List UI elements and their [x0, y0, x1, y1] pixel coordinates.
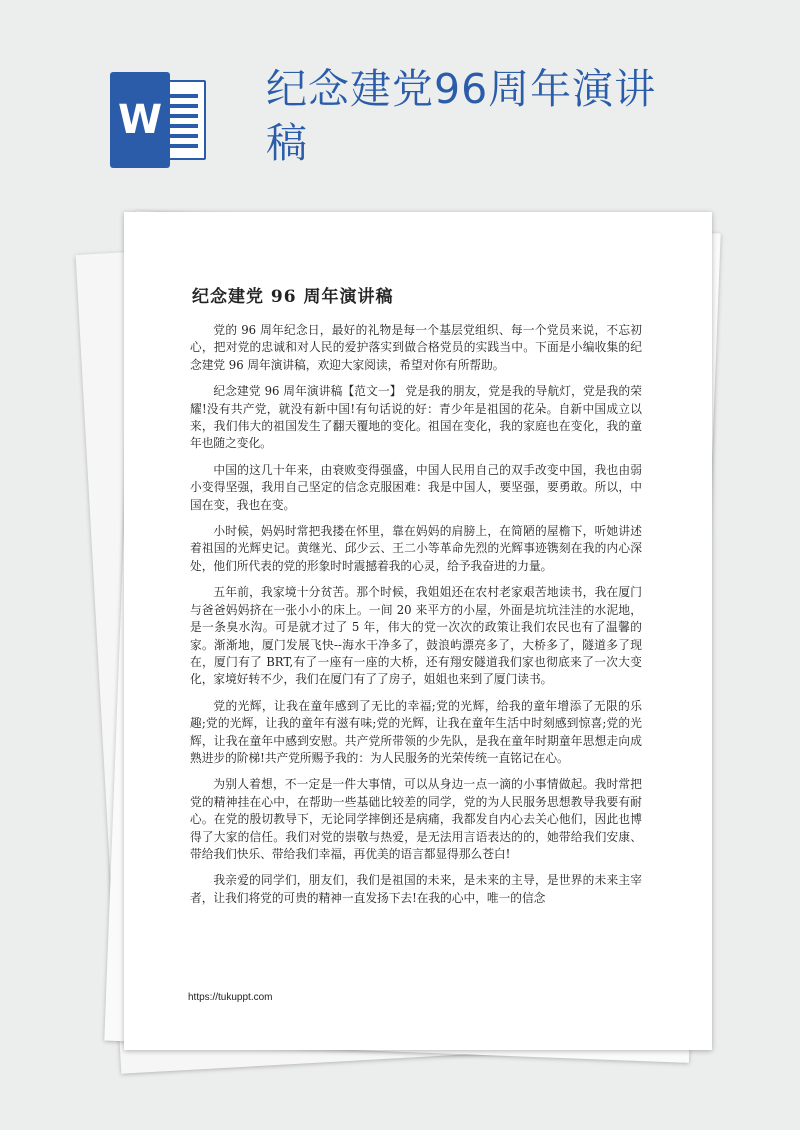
- page-title: 纪念建党96周年演讲稿: [266, 65, 657, 167]
- paragraph: 纪念建党 96 周年演讲稿【范文一】 党是我的朋友，党是我的导航灯，党是我的荣耀!没有共产党，就没有新中国!有句话说的好：青少年是祖国的花朵。自新中国成立以来，我们伟大的祖国发生了翻天覆地的变化。祖国在变化，我的家庭也在变化，我的童年也随之变化。: [190, 384, 642, 451]
- paragraph: 小时候，妈妈时常把我搂在怀里，靠在妈妈的肩膀上，在简陋的屋檐下，听她讲述着祖国的光辉史记。黄继光、邱少云、王二小等革命先烈的光辉事迹镌刻在我的内心深处，他们所代表的党的形象时时震撼着我的心灵，给予我奋进的力量。: [190, 524, 642, 573]
- document-title: 纪念建党 96 周年演讲稿: [192, 287, 394, 307]
- paragraph: 我亲爱的同学们，朋友们，我们是祖国的未来，是未来的主导，是世界的未来主宰者，让我们将党的可贵的精神一直发扬下去!在我的心中，唯一的信念: [190, 873, 642, 905]
- document-body: [190, 322, 642, 916]
- document-page: [124, 212, 712, 1050]
- paragraph-intro: 党的 96 周年纪念日，最好的礼物是每一个基层党组织、每一个党员来说，不忘初心，把对党的忠诚和对人民的爱护落实到做合格党员的实践当中。下面是小编收集的纪念建党 96 周年演讲稿，欢迎大家阅读，希望对你有所帮助。: [190, 323, 642, 372]
- word-document-icon: [110, 72, 214, 168]
- word-logo-letter: W: [110, 72, 170, 168]
- paragraph: 党的光辉，让我在童年感到了无比的幸福;党的光辉，给我的童年增添了无限的乐趣;党的光辉，让我的童年有滋有味;党的光辉，让我在童年生活中时刻感到惊喜;党的光辉，让我在童年中感到安慰。共产党所带领的少先队，是我在童年时期童年思想走向成熟进步的阶梯!共产党所赐予我的：为人民服务的光荣传统一直铭记在心。: [190, 698, 642, 765]
- footer-url[interactable]: https://tukuppt.com: [188, 992, 273, 1003]
- paragraph: 中国的这几十年来，由衰败变得强盛，中国人民用自己的双手改变中国，我也由弱小变得坚强，我用自己坚定的信念克服困难：我是中国人，要坚强，要勇敢。所以，中国在变，我也在变。: [190, 462, 642, 512]
- paragraph: 为别人着想，不一定是一件大事情，可以从身边一点一滴的小事情做起。我时常把党的精神挂在心中，在帮助一些基础比较差的同学，党的为人民服务思想教导我要有耐心。在党的殷切教导下，无论同学摔倒还是病痛，我都发自内心去关心他们，因此也博得了大家的信任。我们对党的崇敬与热爱，是无法用言语表达的的，她带给我们安康、带给我们快乐、带给我们幸福，再优美的语言都显得那么苍白!: [190, 777, 642, 861]
- paragraph: 五年前，我家境十分贫苦。那个时候，我姐姐还在农村老家艰苦地读书，我在厦门与爸爸妈妈挤在一张小小的床上。一间 20 来平方的小屋，外面是坑坑洼洼的水泥地，是一条臭水沟。可是就才过了 5 年，伟大的党一次次的政策让我们农民也有了温馨的家。渐渐地，厦门发展飞快--海水干净多了，鼓浪屿漂亮多了，大桥多了，隧道多了现在，厦门有了 BRT,有了一座有一座的大桥，还有翔安隧道我们家也彻底来了一次大变化，家境好转不少，我们在厦门有了了房子，姐姐也来到了厦门读书。: [190, 585, 642, 687]
